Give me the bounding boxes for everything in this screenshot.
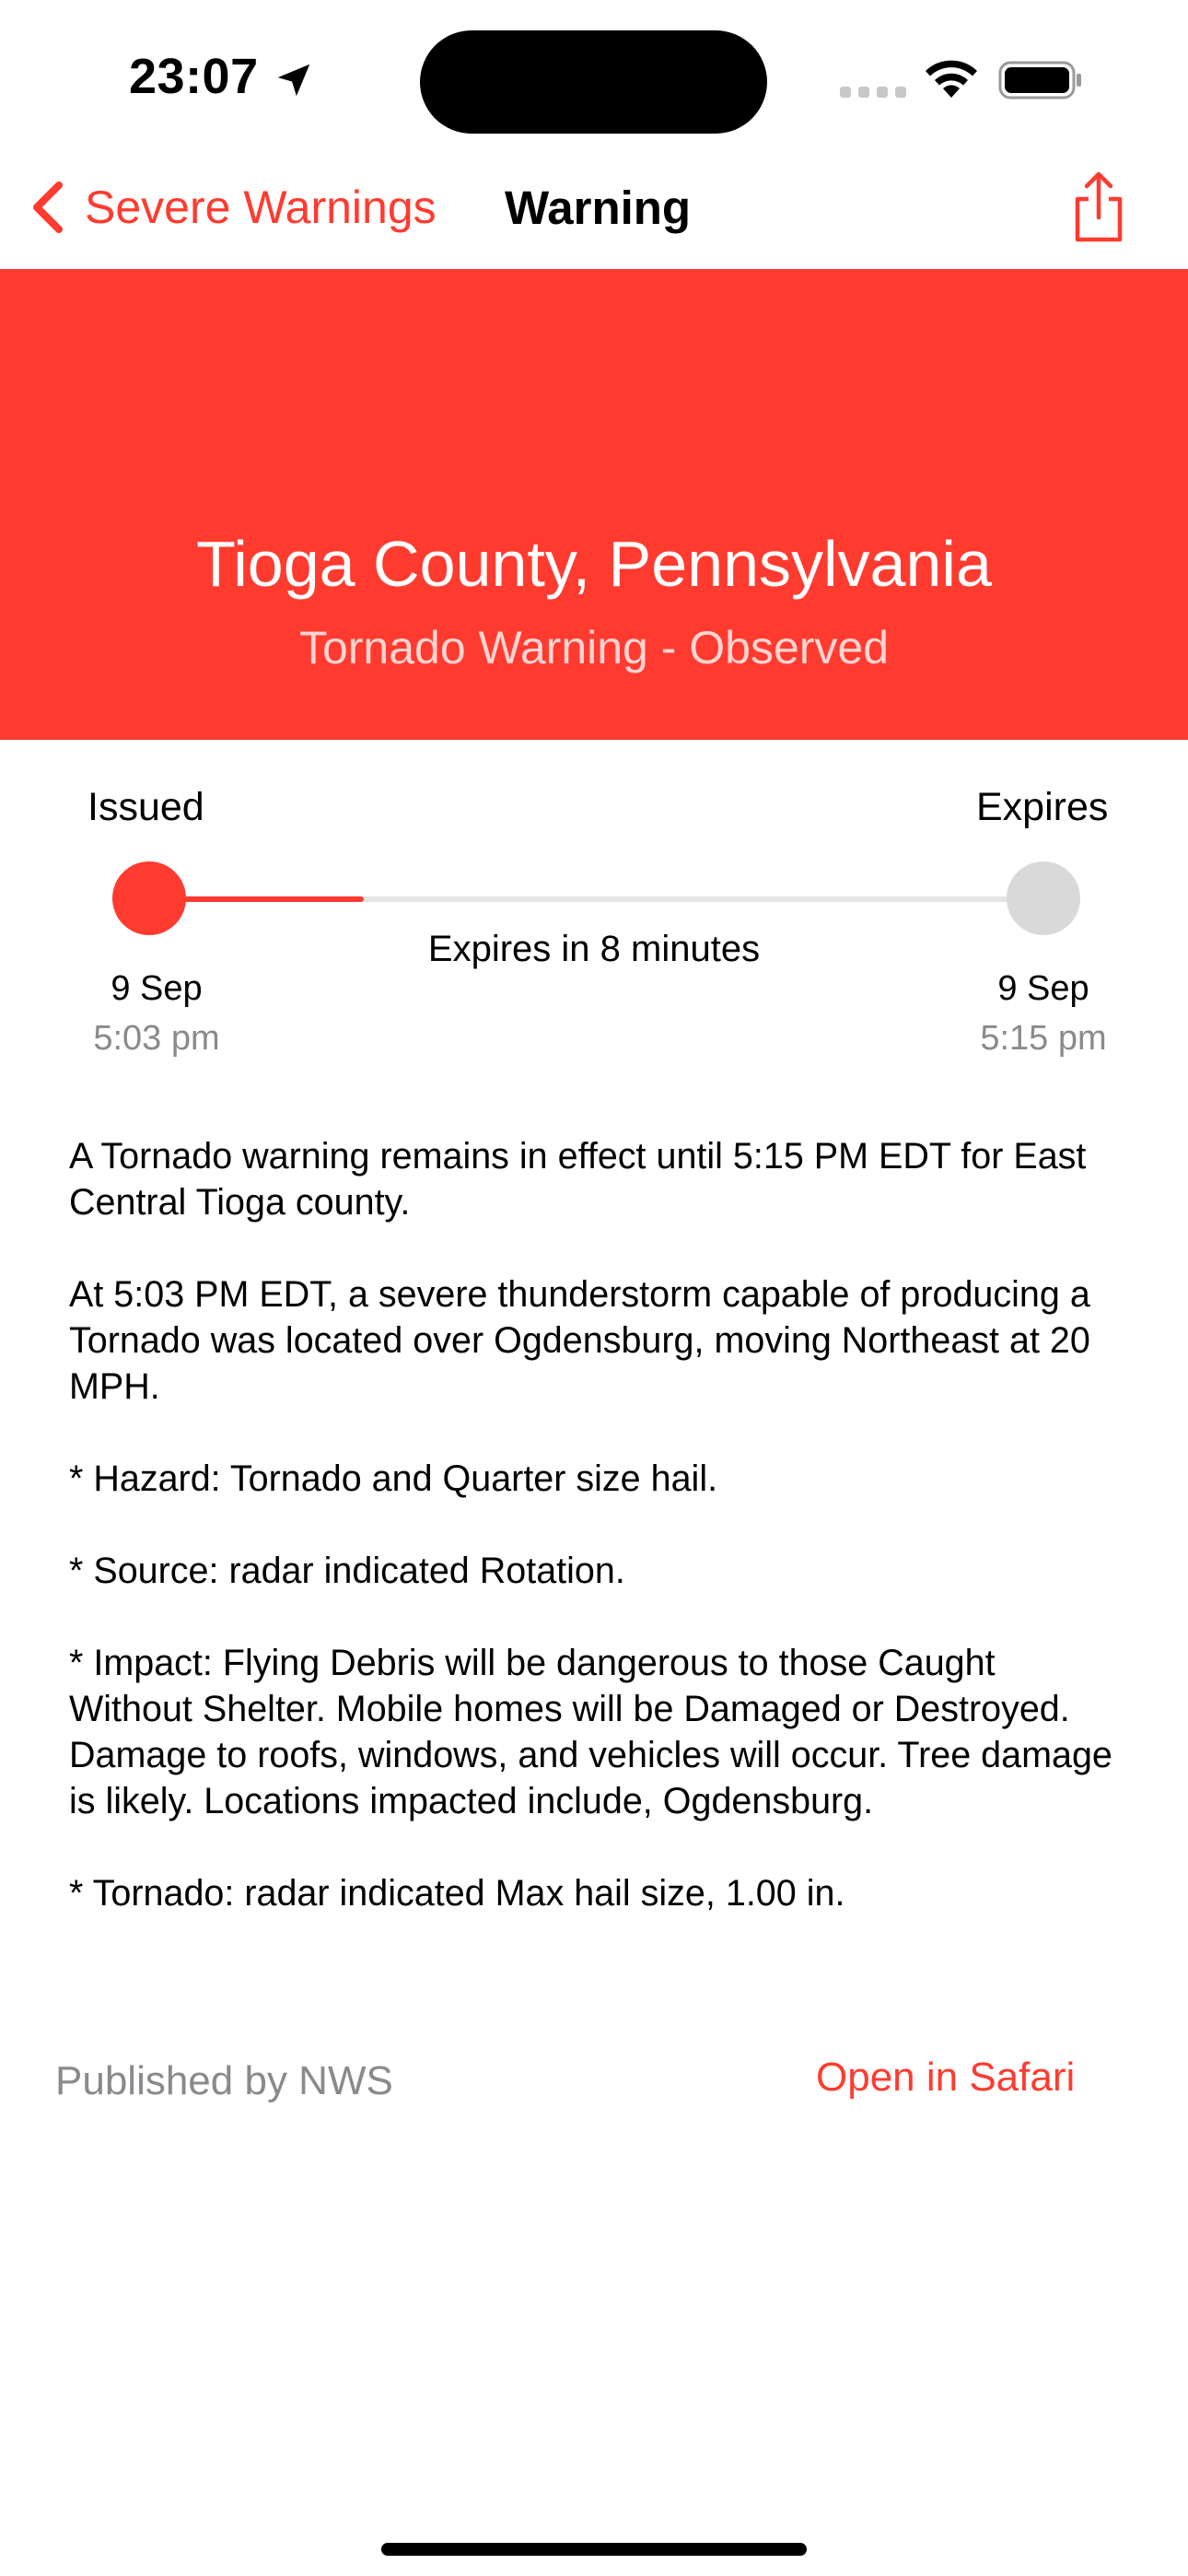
expires-date: 9 Sep [997, 969, 1089, 1008]
battery-icon [998, 61, 1083, 100]
description-paragraph: * Impact: Flying Debris will be dangerous to those Caught Without Shelter. Mobile homes will be Damaged or Destroyed. Damage to roofs, windows, and vehicles will occur. Tree damage is likely. Locations impacted include, Ogdensburg. [69, 1643, 1112, 1821]
nav-title: Warning [505, 181, 692, 234]
issued-dot [112, 861, 186, 935]
warning-area-title: Tioga County, Pennsylvania [196, 528, 992, 600]
description-paragraph: * Hazard: Tornado and Quarter size hail. [69, 1458, 718, 1499]
back-button-label: Severe Warnings [85, 181, 437, 233]
description-paragraph: A Tornado warning remains in effect until 5:15 PM EDT for East Central Tioga county. [69, 1136, 1087, 1223]
wifi-icon [921, 57, 982, 101]
publisher-label: Published by NWS [55, 2058, 393, 2103]
share-icon[interactable] [1068, 170, 1129, 245]
warning-description [69, 1133, 1128, 1962]
open-in-safari-button[interactable]: Open in Safari [816, 2055, 1076, 2100]
home-indicator[interactable] [381, 2543, 807, 2556]
status-time: 23:07 [129, 49, 259, 104]
expires-label: Expires [976, 785, 1109, 829]
signal-icon [840, 87, 906, 98]
issued-time: 5:03 pm [93, 1019, 220, 1058]
description-paragraph: * Tornado: radar indicated Max hail size, 1.00 in. [69, 1873, 845, 1914]
expires-time: 5:15 pm [980, 1019, 1107, 1058]
warning-type-subtitle: Tornado Warning - Observed [298, 622, 890, 673]
description-paragraph: At 5:03 PM EDT, a severe thunderstorm capable of producing a Tornado was located over Ogdensburg, moving Northeast at 20 MPH. [69, 1274, 1090, 1407]
time-remaining: Expires in 8 minutes [427, 929, 761, 969]
back-button[interactable] [28, 175, 437, 240]
dynamic-island [420, 30, 767, 134]
location-arrow-icon [273, 59, 315, 101]
expires-dot [1007, 861, 1080, 935]
description-paragraph: * Source: radar indicated Rotation. [69, 1551, 625, 1591]
issued-date: 9 Sep [111, 969, 203, 1008]
chevron-left-icon [28, 180, 68, 235]
issued-label: Issued [87, 785, 204, 829]
